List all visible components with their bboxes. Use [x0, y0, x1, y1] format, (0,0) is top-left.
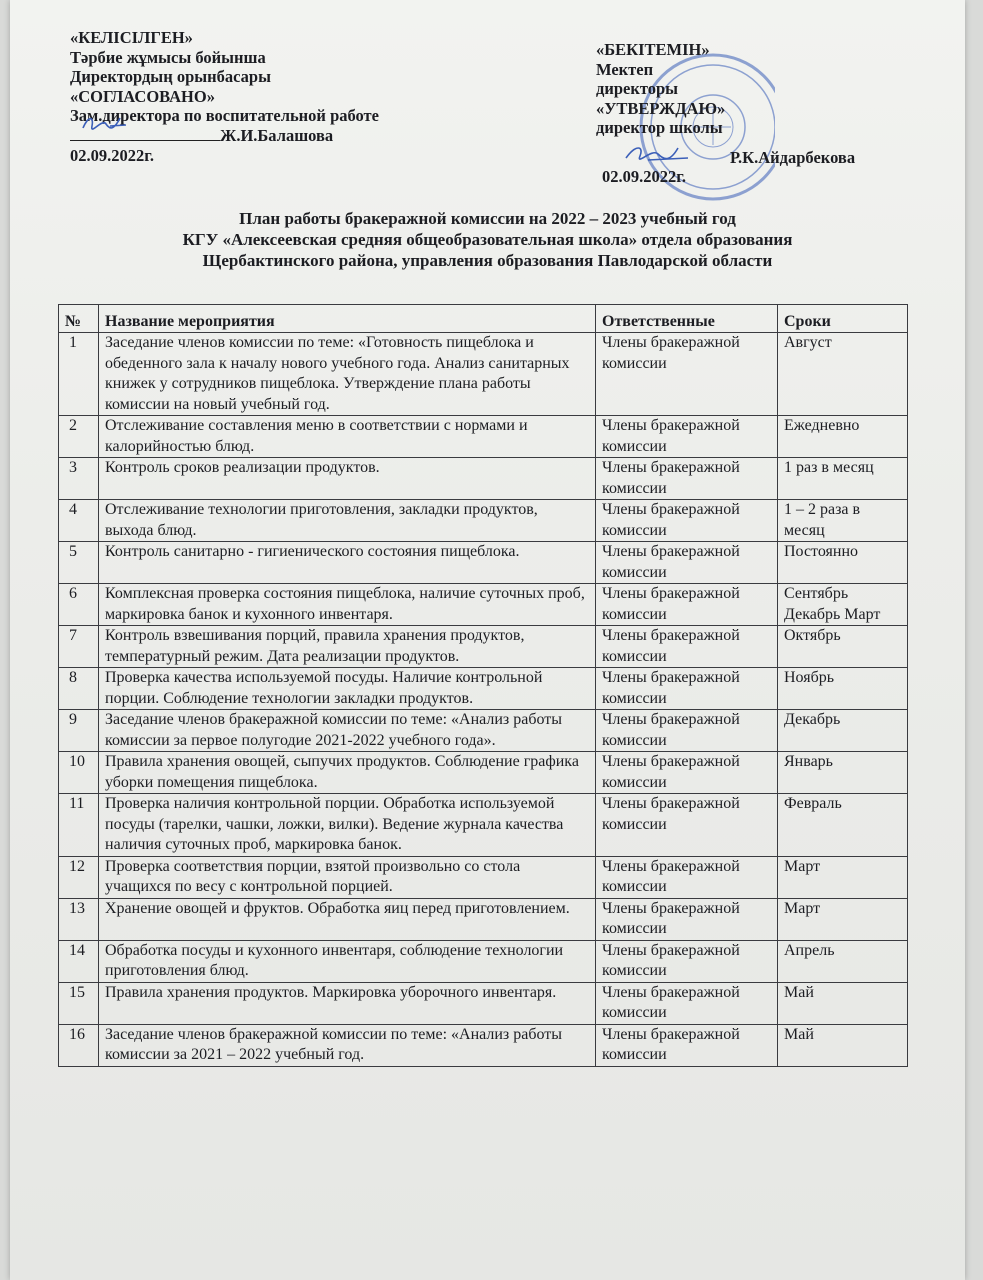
event-name: Отслеживание технологии приготовления, закладки продуктов, выхода блюд. — [99, 500, 596, 542]
approval-right-block — [596, 40, 725, 138]
table-row — [59, 500, 908, 542]
responsible: Члены бракеражной комиссии — [596, 982, 778, 1024]
signature-line — [70, 126, 379, 146]
event-name: Заседание членов бракеражной комиссии по теме: «Анализ работы комиссии за первое полугодие 2021-2022 учебного года». — [99, 710, 596, 752]
row-number: 15 — [59, 982, 99, 1024]
event-name: Проверка качества используемой посуды. Наличие контрольной порции. Соблюдение технологии закладки продуктов. — [99, 668, 596, 710]
approval-left-block — [70, 28, 379, 165]
deadline: Январь — [778, 752, 908, 794]
left-date: 02.09.2022г. — [70, 145, 155, 165]
deadline: Декабрь — [778, 710, 908, 752]
column-header: Ответственные — [596, 305, 778, 333]
row-number: 6 — [59, 584, 99, 626]
deadline: Февраль — [778, 794, 908, 857]
row-number: 9 — [59, 710, 99, 752]
event-name: Заседание членов бракеражной комиссии по теме: «Анализ работы комиссии за 2021 – 2022 учебный год. — [99, 1024, 596, 1066]
handwritten-signature — [622, 140, 692, 168]
handwritten-signature — [80, 112, 130, 134]
row-number: 4 — [59, 500, 99, 542]
header-right-line: директор школы — [596, 118, 723, 138]
title-line: Щербактинского района, управления образования Павлодарской области — [202, 251, 773, 270]
title-line: План работы бракеражной комиссии на 2022 – 2023 учебный год — [239, 209, 736, 228]
event-name: Проверка наличия контрольной порции. Обработка используемой посуды (тарелки, чашки, ложки, вилки). Ведение журнала качества наличия суточных проб, маркировка банок. — [99, 794, 596, 857]
table-row — [59, 416, 908, 458]
event-name: Отслеживание составления меню в соответствии с нормами и калорийностью блюд. — [99, 416, 596, 458]
deadline: Ноябрь — [778, 668, 908, 710]
responsible: Члены бракеражной комиссии — [596, 752, 778, 794]
header-right-line: «БЕКІТЕМІН» — [596, 40, 710, 59]
header-left-line: Директордың орынбасары — [70, 67, 271, 87]
column-header: Название мероприятия — [99, 305, 596, 333]
header-right-line: Мектеп — [596, 59, 654, 79]
row-number: 7 — [59, 626, 99, 668]
left-signatory-name: Ж.И.Балашова — [220, 125, 334, 145]
row-number: 14 — [59, 940, 99, 982]
header-right-line: «УТВЕРЖДАЮ» — [596, 98, 726, 118]
header-left-line: Тәрбие жұмысы бойынша — [70, 47, 266, 67]
deadline: 1 раз в месяц — [778, 458, 908, 500]
responsible: Члены бракеражной комиссии — [596, 333, 778, 416]
signature-field — [70, 126, 220, 141]
table-row — [59, 458, 908, 500]
event-name: Комплексная проверка состояния пищеблока, наличие суточных проб, маркировка банок и кухонного инвентаря. — [99, 584, 596, 626]
table-row — [59, 856, 908, 898]
row-number: 2 — [59, 416, 99, 458]
responsible: Члены бракеражной комиссии — [596, 1024, 778, 1066]
deadline: Ежедневно — [778, 416, 908, 458]
deadline: Май — [778, 1024, 908, 1066]
responsible: Члены бракеражной комиссии — [596, 542, 778, 584]
document-page — [10, 0, 965, 1280]
row-number: 10 — [59, 752, 99, 794]
column-header: Сроки — [778, 305, 908, 333]
responsible: Члены бракеражной комиссии — [596, 794, 778, 857]
row-number: 8 — [59, 668, 99, 710]
table-row — [59, 333, 908, 416]
work-plan-table — [58, 304, 908, 1067]
event-name: Проверка соответствия порции, взятой произвольно со стола учащихся по весу с контрольной порцией. — [99, 856, 596, 898]
table-row — [59, 898, 908, 940]
deadline: Март — [778, 856, 908, 898]
event-name: Заседание членов комиссии по теме: «Готовность пищеблока и обеденного зала к началу нового учебного года. Анализ санитарных книжек у сотрудников пищеблока. Утверждение плана работы комиссии на новый учебный год. — [99, 333, 596, 416]
table-row — [59, 584, 908, 626]
header-left-line: «КЕЛІСІЛГЕН» — [70, 28, 193, 47]
header-right-line: директоры — [596, 79, 679, 99]
event-name: Контроль сроков реализации продуктов. — [99, 458, 596, 500]
row-number: 12 — [59, 856, 99, 898]
title-line: КГУ «Алексеевская средняя общеобразовательная школа» отдела образования — [182, 230, 793, 249]
deadline: 1 – 2 раза в месяц — [778, 500, 908, 542]
responsible: Члены бракеражной комиссии — [596, 416, 778, 458]
responsible: Члены бракеражной комиссии — [596, 626, 778, 668]
table-row — [59, 940, 908, 982]
deadline: Март — [778, 898, 908, 940]
table-row — [59, 1024, 908, 1066]
deadline: Август — [778, 333, 908, 416]
table-row — [59, 626, 908, 668]
row-number: 13 — [59, 898, 99, 940]
table-row — [59, 542, 908, 584]
row-number: 11 — [59, 794, 99, 857]
table-row — [59, 752, 908, 794]
responsible: Члены бракеражной комиссии — [596, 710, 778, 752]
event-name: Правила хранения продуктов. Маркировка уборочного инвентаря. — [99, 982, 596, 1024]
header-left-line: «СОГЛАСОВАНО» — [70, 86, 215, 106]
responsible: Члены бракеражной комиссии — [596, 458, 778, 500]
responsible: Члены бракеражной комиссии — [596, 584, 778, 626]
right-date: 02.09.2022г. — [602, 167, 687, 186]
responsible: Члены бракеражной комиссии — [596, 898, 778, 940]
table-body — [59, 333, 908, 1067]
deadline: Октябрь — [778, 626, 908, 668]
event-name: Хранение овощей и фруктов. Обработка яиц перед приготовлением. — [99, 898, 596, 940]
event-name: Контроль взвешивания порций, правила хранения продуктов, температурный режим. Дата реализации продуктов. — [99, 626, 596, 668]
header-left-line: Зам.директора по воспитательной работе — [70, 106, 379, 126]
row-number: 1 — [59, 333, 99, 416]
responsible: Члены бракеражной комиссии — [596, 668, 778, 710]
row-number: 5 — [59, 542, 99, 584]
event-name: Контроль санитарно - гигиенического состояния пищеблока. — [99, 542, 596, 584]
right-signatory-name: Р.К.Айдарбекова — [730, 148, 856, 167]
deadline: Май — [778, 982, 908, 1024]
table-header-row — [59, 305, 908, 333]
column-header: № — [59, 305, 99, 333]
deadline: Апрель — [778, 940, 908, 982]
document-title — [10, 208, 965, 271]
event-name: Правила хранения овощей, сыпучих продуктов. Соблюдение графика уборки помещения пищеблока. — [99, 752, 596, 794]
event-name: Обработка посуды и кухонного инвентаря, соблюдение технологии приготовления блюд. — [99, 940, 596, 982]
responsible: Члены бракеражной комиссии — [596, 500, 778, 542]
table-row — [59, 794, 908, 857]
row-number: 3 — [59, 458, 99, 500]
table-row — [59, 710, 908, 752]
table-row — [59, 982, 908, 1024]
deadline: Постоянно — [778, 542, 908, 584]
row-number: 16 — [59, 1024, 99, 1066]
table-row — [59, 668, 908, 710]
deadline: Сентябрь Декабрь Март — [778, 584, 908, 626]
responsible: Члены бракеражной комиссии — [596, 856, 778, 898]
responsible: Члены бракеражной комиссии — [596, 940, 778, 982]
